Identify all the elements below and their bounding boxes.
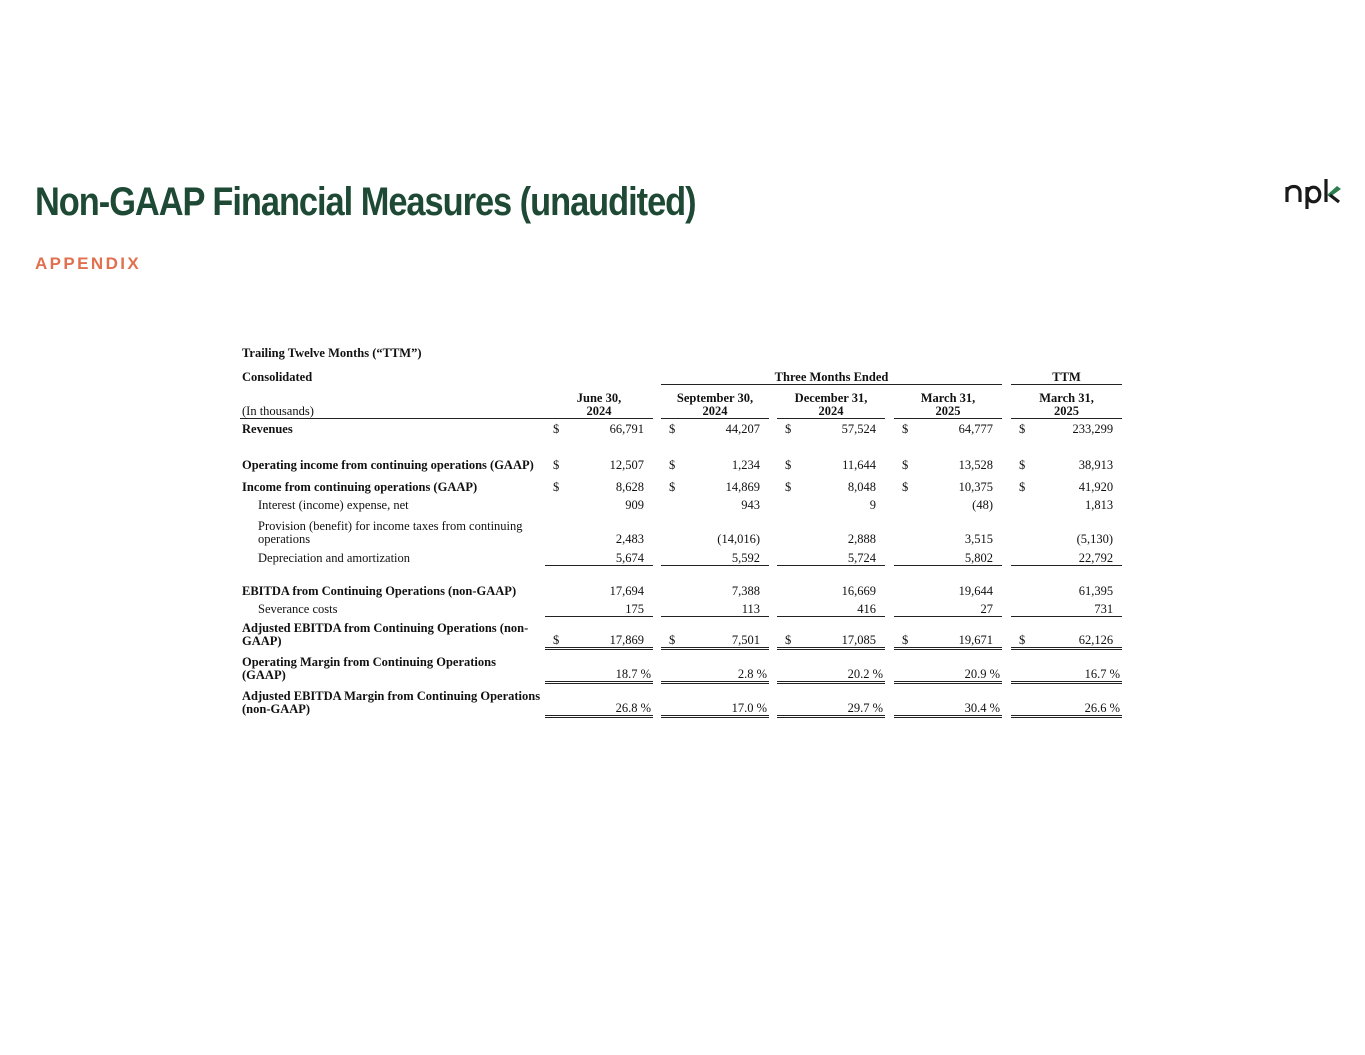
table-row [240,616,1122,648]
column-header: March 31, 2025 [1011,384,1122,418]
cell-value: 113 [683,598,769,616]
cell-value: 14,869 [725,480,760,494]
page-title: Non-GAAP Financial Measures (unaudited) [35,180,696,224]
cell-value: 27 [916,598,1002,616]
currency-symbol [661,512,683,546]
currency-symbol [661,648,683,682]
row-label: Severance costs [258,602,338,616]
cell-value: (48) [972,498,993,512]
row-label: Operating income from continuing operations (GAAP) [242,458,534,472]
cell-value: 61,395 [1078,584,1114,598]
table-row [240,418,1122,436]
cell-value: 17.0 % [683,682,769,716]
cell-value: 22,792 [1033,546,1122,565]
cell-value: 19,644 [958,584,993,598]
cell-value: 943 [741,498,760,512]
cell-value: 909 [625,498,644,512]
currency-symbol: $ [777,616,799,648]
currency-symbol: $ [785,458,792,472]
currency-symbol: $ [1011,616,1033,648]
currency-symbol [777,494,799,512]
row-label: Depreciation and amortization [258,551,411,565]
currency-symbol [1011,512,1033,546]
currency-symbol: $ [661,616,683,648]
currency-symbol [777,648,799,682]
segment-label: Consolidated [242,370,313,384]
cell-value: 62,126 [1033,616,1122,648]
currency-symbol [661,682,683,716]
row-label: Revenues [242,422,293,436]
cell-value: 8,628 [615,480,644,494]
table-row [240,436,1122,472]
cell-value: 66,791 [609,422,644,436]
currency-symbol [545,565,567,598]
cell-value: 7,501 [683,616,769,648]
currency-symbol: $ [669,422,676,436]
ttm-financial-table [240,340,1122,718]
currency-symbol [894,682,916,716]
table-title: Trailing Twelve Months (“TTM”) [242,346,422,360]
row-label: Income from continuing operations (GAAP) [242,480,478,494]
currency-symbol [1011,648,1033,682]
cell-value: 20.2 % [799,648,885,682]
currency-symbol [894,546,916,565]
cell-value: 44,207 [725,422,760,436]
column-header: September 30, 2024 [661,384,769,418]
cell-value: 12,507 [609,458,644,472]
currency-symbol [545,648,567,682]
row-label: Adjusted EBITDA from Continuing Operations (non-GAAP) [242,621,529,648]
currency-symbol [1011,546,1033,565]
npk-logo [1284,174,1346,214]
cell-value: 416 [799,598,885,616]
currency-symbol [894,494,916,512]
currency-symbol: $ [894,616,916,648]
cell-value: 38,913 [1078,458,1114,472]
column-header: June 30, 2024 [545,384,653,418]
currency-symbol: $ [545,616,567,648]
cell-value: 5,592 [683,546,769,565]
cell-value: 16.7 % [1033,648,1122,682]
column-header: December 31, 2024 [777,384,885,418]
currency-symbol [1011,598,1033,616]
currency-symbol [1011,682,1033,716]
cell-value: 5,674 [567,546,653,565]
cell-value: 57,524 [841,422,876,436]
cell-value: 26.8 % [567,682,653,716]
currency-symbol [545,494,567,512]
cell-value: 3,515 [964,532,993,546]
row-label: Interest (income) expense, net [258,498,409,512]
currency-symbol [777,512,799,546]
cell-value: 1,234 [731,458,760,472]
currency-symbol: $ [669,480,676,494]
cell-value: 41,920 [1078,480,1114,494]
currency-symbol [777,565,799,598]
cell-value: 17,869 [567,616,653,648]
cell-value: 26.6 % [1033,682,1122,716]
currency-symbol [661,546,683,565]
currency-symbol: $ [785,422,792,436]
table-row [240,512,1122,546]
currency-symbol [777,682,799,716]
cell-value: 20.9 % [916,648,1002,682]
currency-symbol [545,598,567,616]
currency-symbol [1011,494,1033,512]
currency-symbol [661,494,683,512]
cell-value: (14,016) [717,532,760,546]
currency-symbol [894,648,916,682]
currency-symbol: $ [669,458,676,472]
cell-value: (5,130) [1076,532,1114,546]
currency-symbol [545,512,567,546]
table-row [240,565,1122,598]
cell-value: 8,048 [847,480,876,494]
currency-symbol: $ [553,458,560,472]
cell-value: 13,528 [958,458,993,472]
cell-value: 2.8 % [683,648,769,682]
currency-symbol: $ [902,458,909,472]
currency-symbol [661,565,683,598]
table-row [240,472,1122,494]
table-row [240,598,1122,616]
currency-symbol: $ [1019,458,1026,472]
currency-symbol [545,682,567,716]
cell-value: 64,777 [958,422,993,436]
currency-symbol [894,598,916,616]
cell-value: 1,813 [1084,498,1114,512]
currency-symbol: $ [902,480,909,494]
cell-value: 10,375 [958,480,993,494]
cell-value: 18.7 % [567,648,653,682]
row-label: EBITDA from Continuing Operations (non-GAAP) [242,584,517,598]
currency-symbol: $ [553,480,560,494]
row-label: Adjusted EBITDA Margin from Continuing Operations (non-GAAP) [242,689,541,716]
section-label: APPENDIX [35,254,142,273]
currency-symbol: $ [1019,480,1026,494]
cell-value: 731 [1033,598,1122,616]
currency-symbol: $ [1019,422,1026,436]
three-months-ended-header: Three Months Ended [661,360,1002,384]
cell-value: 29.7 % [799,682,885,716]
cell-value: 11,644 [842,458,876,472]
currency-symbol: $ [902,422,909,436]
cell-value: 5,802 [916,546,1002,565]
cell-value: 2,483 [615,532,644,546]
units-label: (In thousands) [240,384,545,418]
column-header: March 31, 2025 [894,384,1002,418]
cell-value: 30.4 % [916,682,1002,716]
cell-value: 233,299 [1072,422,1114,436]
row-label: Operating Margin from Continuing Operations (GAAP) [242,655,496,682]
cell-value: 2,888 [847,532,876,546]
cell-value: 16,669 [841,584,876,598]
table-row [240,682,1122,716]
currency-symbol [545,546,567,565]
currency-symbol: $ [553,422,560,436]
table-row [240,494,1122,512]
table-row [240,546,1122,565]
currency-symbol [777,598,799,616]
cell-value: 17,085 [799,616,885,648]
cell-value: 19,671 [916,616,1002,648]
currency-symbol: $ [785,480,792,494]
cell-value: 5,724 [799,546,885,565]
row-label: Provision (benefit) for income taxes from continuing operations [258,519,523,546]
currency-symbol [661,598,683,616]
currency-symbol [894,512,916,546]
currency-symbol [777,546,799,565]
cell-value: 175 [567,598,653,616]
currency-symbol [894,565,916,598]
cell-value: 17,694 [609,584,644,598]
ttm-header: TTM [1011,360,1122,384]
cell-value: 9 [869,498,876,512]
cell-value: 7,388 [731,584,760,598]
table-row [240,648,1122,682]
currency-symbol [1011,565,1033,598]
